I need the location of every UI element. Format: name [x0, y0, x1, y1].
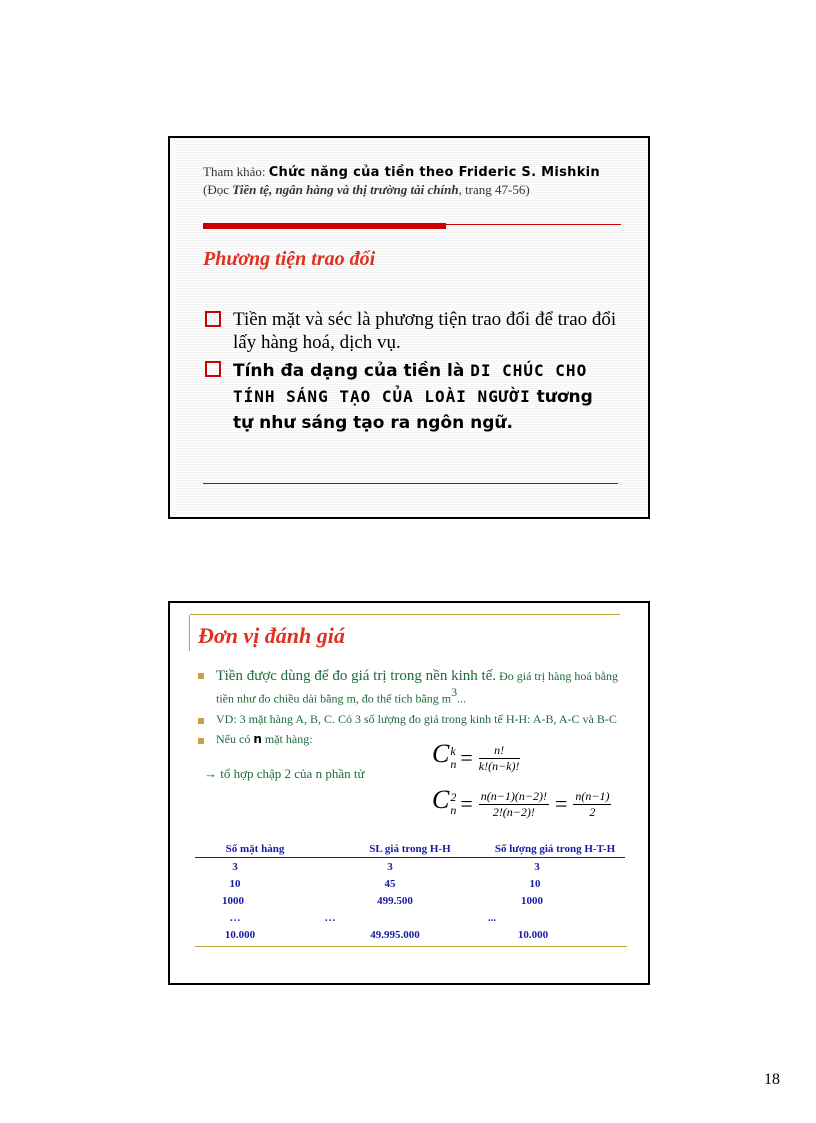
item-text: VD: 3 mặt hàng A, B, C. Có 3 số lượng đo giá trong kinh tế H-H: A-B, A-C và B-C [216, 712, 617, 727]
item-text-small: Đo giá trị hàng hoá bằng tiền như đo chiều dài bằng m, đo thể tích bằng m [216, 669, 619, 706]
item-text-a: Nếu có [216, 732, 254, 747]
table-cell: 10.000 [517, 929, 549, 941]
table-header: SL giá trong H-H [369, 843, 451, 855]
item-text: Tiền mặt và séc là phương tiện trao đổi để trao đổi lấy hàng hoá, dịch vụ. [233, 309, 617, 353]
item-text-b: DI CHÚC CHO TÍNH SÁNG TẠO CỦA LOÀI NGƯỜI [233, 361, 588, 406]
reference-book-title: Tiền tệ, ngân hàng và thị trường tài chính [232, 182, 459, 197]
list-item [198, 667, 628, 707]
slide1-bullet-list [203, 308, 618, 440]
item-text-c: tương tự như sáng tạo ra ngôn ngữ. [233, 387, 593, 433]
fraction [479, 743, 520, 774]
divider-thick [203, 223, 446, 229]
formula-sup: 2 [450, 790, 457, 805]
fraction-denominator: k!(n−k)! [478, 758, 520, 773]
item-text-end: ... [457, 691, 467, 706]
formula-choose-two [432, 785, 613, 820]
page-number: 18 [764, 1071, 780, 1088]
equals-sign: = [554, 791, 568, 817]
table-cell: … [229, 912, 241, 924]
formula-indices [450, 745, 456, 771]
fraction [479, 789, 549, 820]
table-header: Số lượng giá trong H-T-H [494, 843, 616, 855]
reference-source-close: , trang 47-56) [458, 182, 530, 197]
combination-note: → tổ hợp chập 2 của n phần tử [204, 766, 365, 781]
fraction [573, 789, 611, 820]
divider-top [190, 614, 620, 615]
item-text-big: Tiền được dùng để đo giá trị trong nền kinh tế. [216, 668, 497, 684]
fraction-numerator: n! [479, 743, 520, 759]
checkbox-bullet-icon [205, 311, 221, 327]
reference-title: Chức năng của tiền theo Frideric S. Mishkin [268, 165, 600, 180]
reference-source [203, 182, 530, 198]
table-cell: ... [487, 912, 497, 924]
list-item [198, 712, 628, 727]
table-cell: 3 [534, 861, 540, 873]
item-text-b: mặt hàng: [261, 732, 313, 747]
square-bullet-icon [198, 738, 204, 744]
fraction-denominator: 2 [589, 804, 596, 819]
item-text-n: n [253, 732, 262, 747]
list-item [203, 358, 618, 436]
table-cell: 10.000 [224, 929, 256, 941]
formula-indices [450, 791, 456, 817]
table-cell: 49.995.000 [370, 929, 420, 941]
reference-source-open: (Đọc [203, 182, 233, 197]
item-text-a: Tính đa dạng của tiền là [233, 361, 471, 381]
slide1-heading: Phương tiện trao đổi [203, 248, 376, 270]
table-cell: … [324, 912, 336, 924]
table-cell: 45 [384, 878, 396, 890]
table-cell: 1000 [521, 895, 543, 907]
equals-sign: = [460, 791, 473, 817]
fraction-numerator: n(n−1)(n−2)! [480, 788, 547, 803]
fraction-denominator: 2!(n−2)! [492, 804, 535, 819]
divider-vertical [189, 615, 190, 651]
table-cell: 3 [387, 861, 393, 873]
table-header: Số mặt hàng [225, 843, 285, 855]
square-bullet-icon [198, 718, 204, 724]
divider-bottom [203, 483, 618, 484]
formula-combination [432, 739, 522, 774]
formula-sup: k [450, 744, 456, 759]
superscript: 3 [451, 685, 458, 699]
slide-unit-of-account [168, 601, 650, 985]
equals-sign: = [460, 745, 473, 771]
table-cell: 3 [232, 861, 238, 873]
checkbox-bullet-icon [205, 361, 221, 377]
table-header-underline [195, 857, 625, 858]
reference-prefix: Tham khảo: [203, 164, 266, 179]
table-cell: 499.500 [377, 895, 413, 907]
reference-line [203, 164, 613, 180]
list-item [203, 308, 618, 354]
formula-symbol: C [432, 785, 450, 814]
divider-bottom [195, 946, 627, 947]
formula-sub: n [450, 757, 457, 772]
slide-money-medium-of-exchange [168, 136, 650, 519]
list-item [198, 732, 628, 747]
fraction-numerator: n(n−1) [575, 788, 610, 803]
slide2-heading: Đơn vị đánh giá [198, 623, 345, 648]
table-cell: 10 [529, 878, 541, 890]
formula-sub: n [450, 803, 457, 818]
square-bullet-icon [198, 673, 204, 679]
slide2-bullet-list [198, 667, 628, 752]
table-cell: 10 [229, 878, 241, 890]
formula-symbol: C [432, 739, 450, 768]
table-cell: 1000 [222, 895, 244, 907]
